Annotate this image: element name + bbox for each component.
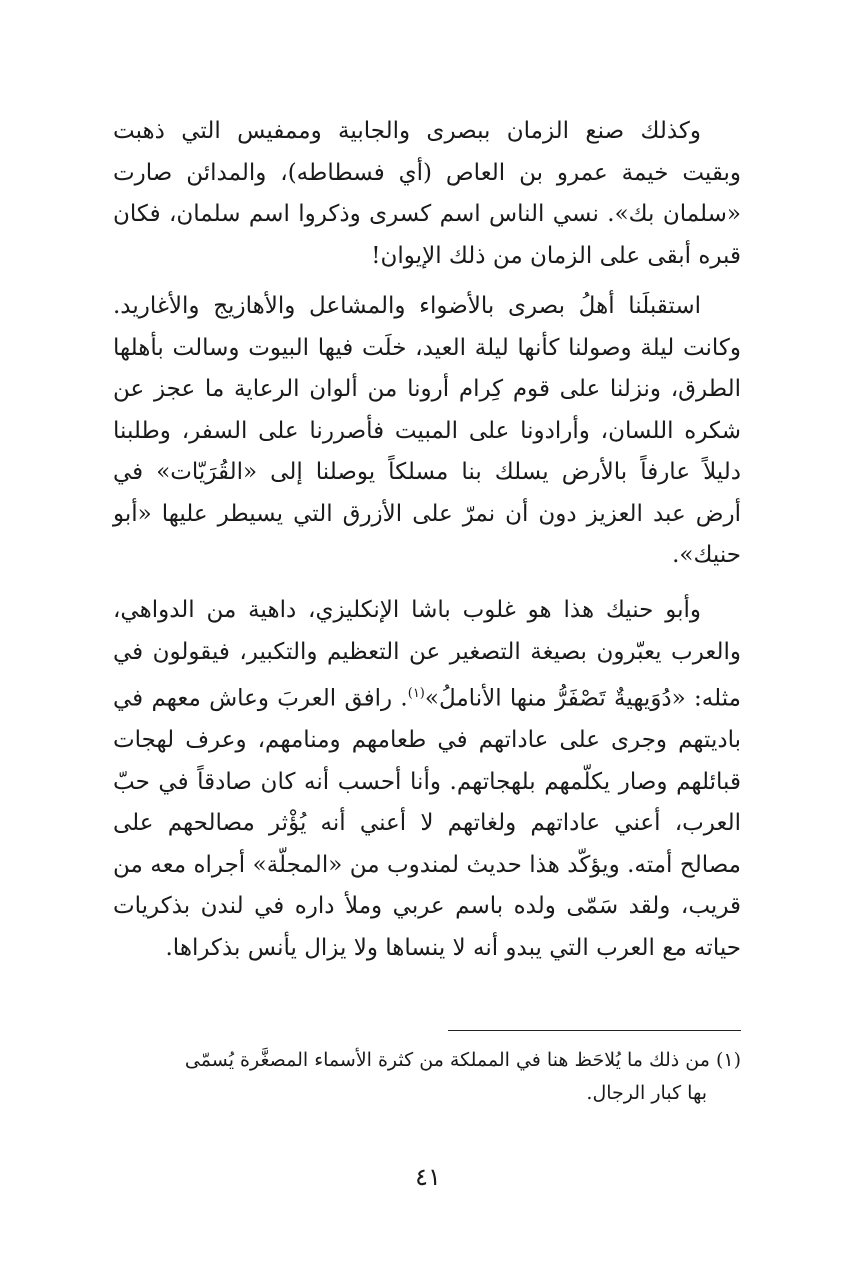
paragraph-3-text-after: . رافق العربَ وعاش معهم في باديتهم وجرى على عاداتهم في طعامهم ومنامهم، وعرف لهجات قبائلهم وصار يكلّمهم بلهجاتهم. وأنا أحسب أنه كان صادقاً في حبّ العرب، أعني عاداتهم ولغاتهم لا أعني أنه يُؤْثر مصالحهم على مصالح أمته. ويؤكّد هذا حديث لمندوب من «المجلّة» أجراه معه من قريب، ولقد سَمّى ولده باسم عربي وملأ داره في لندن بذكريات حياته مع العرب التي يبدو أنه لا ينساها ولا يزال يأنس بذكراها. (113, 685, 741, 961)
paragraph-3-text-before: وأبو حنيك هذا هو غلوب باشا الإنكليزي، داهية من الدواهي، والعرب يعبّرون بصيغة التصغير عن التعظيم والتكبير، فيقولون في مثله: «دُوَيهيةٌ تَصْفَرُّ منها الأناملُ» (113, 597, 741, 712)
footnote-reference: (١) (407, 686, 425, 701)
paragraph-1: وكذلك صنع الزمان ببصرى والجابية وممفيس التي ذهبت وبقيت خيمة عمرو بن العاص (أي فسطاطه)، والمدائن صارت «سلمان بك». نسي الناس اسم كسرى وذكروا اسم سلمان، فكان قبره أبقى على الزمان من ذلك الإيوان! (113, 118, 741, 269)
paragraph-2: استقبلَنا أهلُ بصرى بالأضواء والمشاعل والأهازيج والأغاريد. وكانت ليلة وصولنا كأنها ليلة العيد، خلَت فيها البيوت وسالت بأهلها الطرق، ونزلنا على قوم كِرام أرونا من ألوان الرعاية ما عجز عن شكره اللسان، وأرادونا على المبيت فأصررنا على السفر، وطلبنا دليلاً عارفاً بالأرض يسلك بنا مسلكاً يوصلنا إلى «القُرَيّات» في أرض عبد العزيز دون أن نمرّ على الأزرق التي يسيطر عليها «أبو حنيك». (113, 293, 741, 568)
footnote-marker: (١) (715, 1049, 741, 1071)
paragraph-3 (113, 590, 741, 969)
footnote-divider (448, 1030, 741, 1031)
footnote (113, 1044, 741, 1110)
footnote-text-line-2: بها كبار الرجال. (586, 1082, 707, 1104)
page-number: ٤١ (415, 1163, 441, 1191)
footnote-text-line-1: من ذلك ما يُلاحَظ هنا في المملكة من كثرة الأسماء المصغَّرة يُسمّى (184, 1049, 710, 1071)
